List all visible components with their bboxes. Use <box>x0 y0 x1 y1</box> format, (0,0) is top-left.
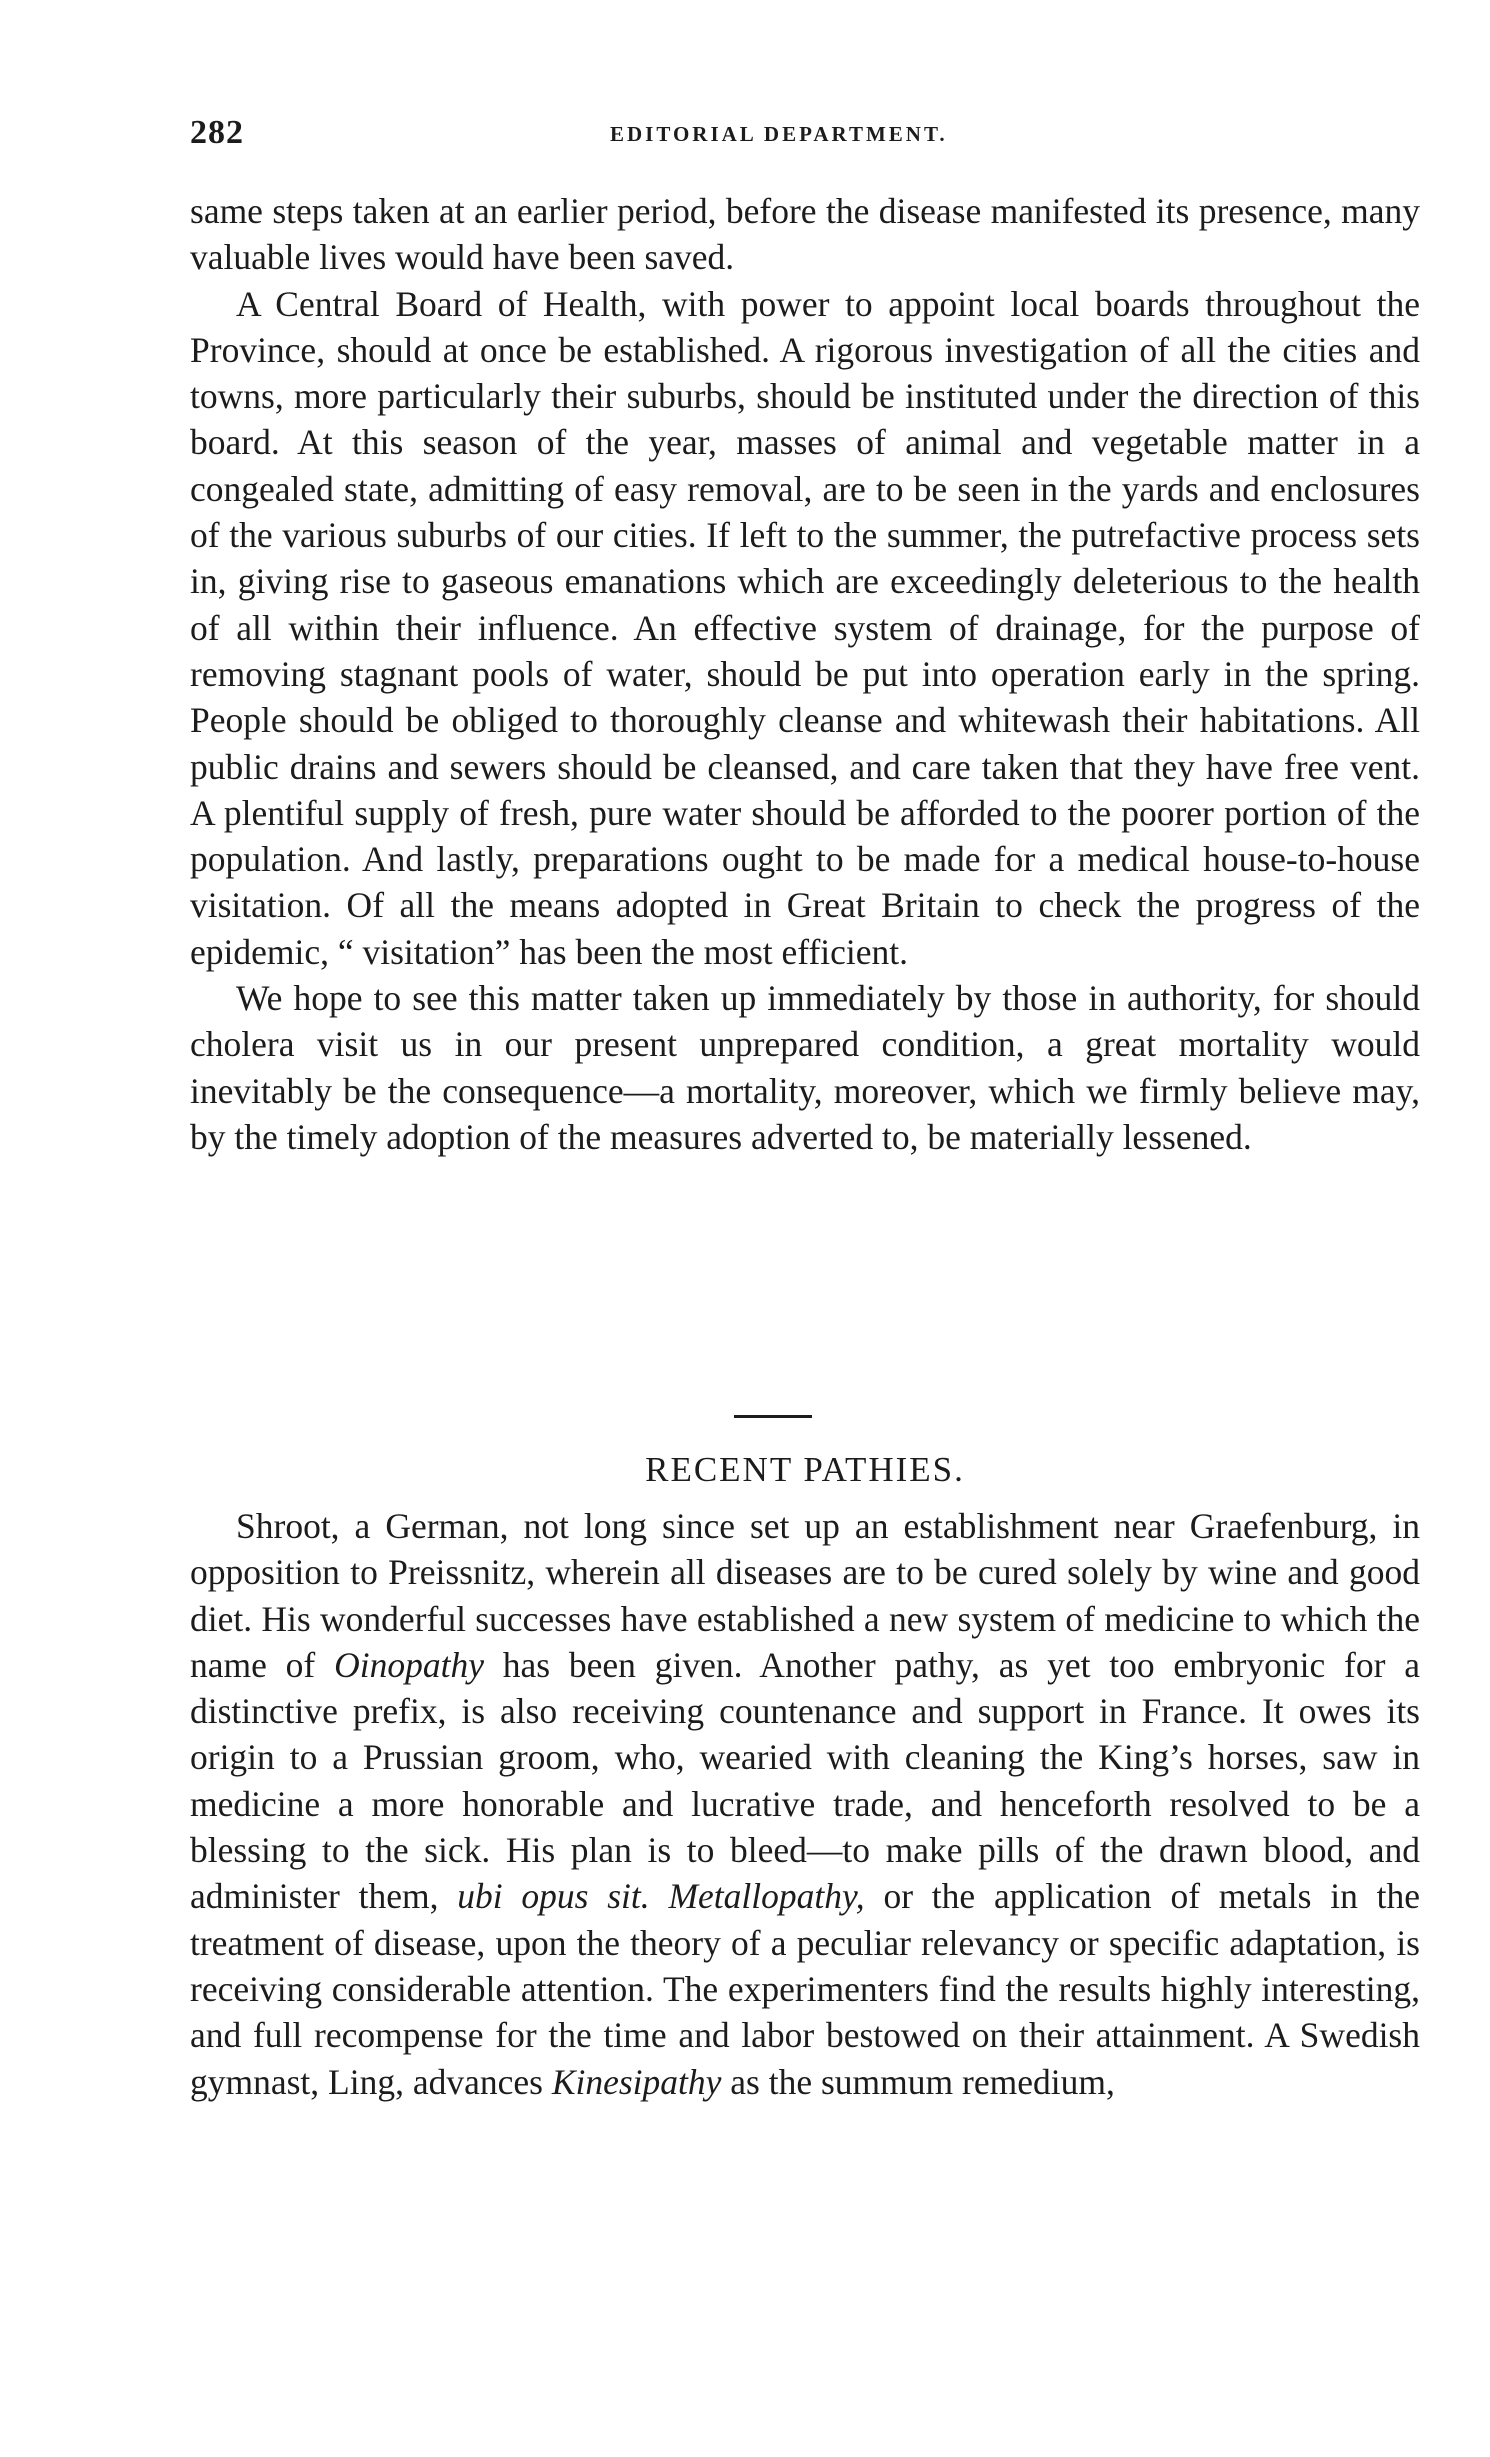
paragraph-pathies <box>190 1503 1420 2105</box>
term-kinesipathy: Kinesipathy <box>551 2061 722 2102</box>
term-ubi-opus-sit: ubi opus sit. <box>457 1876 650 1917</box>
section-title: RECENT PATHIES. <box>645 1450 965 1489</box>
page-number: 282 <box>190 114 244 151</box>
article-recent-pathies <box>190 1503 1420 2105</box>
text-run: or the application of metals in the treatment of disease, upon the theory of a peculiar relevancy or specific adaptation, is receiving considerable attention. The experimenters find the results highly interesting, and full recompense for the time and labor bestowed on their attainment. A Swedish gymnast, Ling, advances <box>190 1876 1420 2102</box>
article-cholera-prevention <box>190 188 1420 1160</box>
text-run: has been given. Another pathy, as yet too embryonic for a distinctive prefix, is also receiving countenance and support in France. It owes its origin to a Prussian groom, who, wearied with cleaning the King’s horses, saw in medicine a more honorable and lucrative trade, and henceforth resolved to be a blessing to the sick. His plan is to bleed—to make pills of the drawn blood, and administer them, <box>190 1644 1421 1917</box>
paragraph-board-of-health: A Central Board of Health, with power to appoint local boards throughout the Province, should at once be established. A rigorous investigation of all the cities and towns, more particularly their suburbs, should be instituted under the direction of this board. At this season of the year, masses of animal and vegetable matter in a congealed state, admitting of easy removal, are to be seen in the yards and enclosures of the various suburbs of our cities. If left to the summer, the putrefactive process sets in, giving rise to gaseous emanations which are exceedingly deleterious to the health of all within their influence. An effective system of drainage, for the purpose of removing stagnant pools of water, should be put into operation early in the spring. People should be obliged to thoroughly cleanse and whitewash their habitations. All public drains and sewers should be cleansed, and care taken that they have free vent. A plentiful supply of fresh, pure water should be afforded to the poorer portion of the population. And lastly, preparations ought to be made for a medical house-to-house visitation. Of all the means adopted in Great Britain to check the progress of the epidemic, “ visitation” has been the most efficient. <box>190 283 1420 972</box>
paragraph-continuation: same steps taken at an earlier period, before the disease manifested its presence, many valuable lives would have been saved. <box>190 191 1420 278</box>
paragraph-closing: We hope to see this matter taken up immediately by those in authority, for should cholera visit us in our present unprepared condition, a great mortality would inevitably be the consequence—a mortality, moreover, which we firmly believe may, by the timely adoption of the measures adverted to, be materially lessened. <box>190 978 1420 1157</box>
term-metallopathy: Metallopathy, <box>668 1876 865 1917</box>
text-run: as the summum remedium, <box>721 2061 1115 2102</box>
running-head: EDITORIAL DEPARTMENT. <box>610 122 948 146</box>
section-divider <box>734 1415 812 1418</box>
page-header <box>190 114 1420 154</box>
text-run <box>650 1876 669 1916</box>
text-run: Shroot, a German, not long since set up an establishment near Graefenburg, in opposition to Preissnitz, wherein all diseases are to be cured solely by wine and good diet. His wonderful successes have established a new system of medicine to which the name of <box>190 1506 1420 1685</box>
term-oinopathy: Oinopathy <box>334 1644 484 1685</box>
